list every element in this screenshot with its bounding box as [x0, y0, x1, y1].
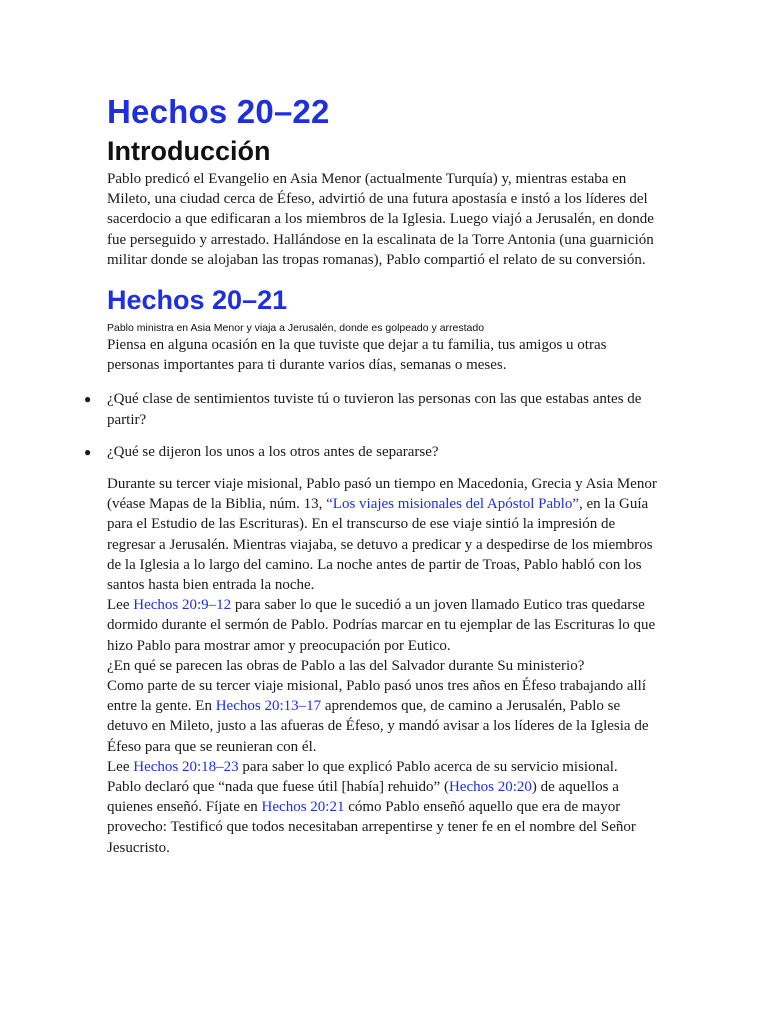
- section-heading: Hechos 20–21: [107, 285, 288, 316]
- intro-paragraph: Pablo predicó el Evangelio en Asia Menor (actualmente Turquía) y, mientras estaba en Mileto, una ciudad cerca de Éfeso, advirtió de una futura apostasía e instó a los líderes del sacerdocio a que edificaran a los miembros de la Iglesia. Luego viajó a Jerusalén, en donde fue perseguido y arrestado. Hallándose en la escalinata de la Torre Antonia (una guarnición militar donde se alojaban las tropas romanas), Pablo compartió el relato de su conversión.: [107, 171, 654, 268]
- question-list: [84, 389, 662, 462]
- scripture-link-20-21[interactable]: Hechos 20:21: [261, 799, 345, 816]
- bullet-icon: ●: [84, 444, 92, 459]
- body-text: Lee: [107, 758, 134, 775]
- list-item-text: ¿Qué clase de sentimientos tuviste tú o tuvieron las personas con las que estabas antes de partir?: [107, 391, 642, 428]
- body-text: Pablo declaró que “nada que fuese útil [había] rehuido” (: [107, 779, 449, 796]
- body-paragraph-1: [107, 474, 662, 595]
- body-text: para saber lo que le sucedió a un joven llamado Eutico tras quedarse dormido durante el sermón de Pablo. Podrías marcar en tu ejemplar de las Escrituras lo que hizo Pablo para mostrar amor y preocupación por Eutico.: [107, 597, 656, 654]
- body-text: cómo Pablo enseñó aquello que era de mayor provecho: Testificó que todos necesitaban arrepentirse y tener fe en el nombre del Señor Jesucristo.: [107, 799, 636, 856]
- list-item-text: ¿Qué se dijeron los unos a los otros antes de separarse?: [107, 443, 439, 460]
- intro-heading: Introducción: [107, 136, 271, 166]
- scripture-link-20-20[interactable]: Hechos 20:20: [448, 779, 532, 796]
- body-paragraph-2: [107, 595, 662, 656]
- body-paragraph-3: ¿En qué se parecen las obras de Pablo a las del Salvador durante Su ministerio?: [107, 657, 585, 674]
- section-intro-paragraph: Piensa en alguna ocasión en la que tuviste que dejar a tu familia, tus amigos u otras personas importantes para ti durante varios días, semanas o meses.: [107, 337, 607, 374]
- bullet-icon: ●: [84, 392, 92, 407]
- body-text: Lee: [107, 597, 134, 614]
- document-content: [84, 92, 662, 858]
- body-paragraph-6: [107, 777, 662, 858]
- body-text: Durante su tercer viaje misional, Pablo pasó un tiempo en Macedonia, Grecia y Asia Menor (véase Mapas de la Biblia, núm. 13,: [107, 476, 657, 513]
- body-text: Como parte de su tercer viaje misional, Pablo pasó unos tres años en Éfeso trabajando allí entre la gente. En: [107, 678, 647, 715]
- maps-link[interactable]: “Los viajes misionales del Apóstol Pablo”: [326, 496, 580, 513]
- list-item: [84, 442, 662, 462]
- page-title: Hechos 20–22: [107, 93, 330, 130]
- section-subtitle: Pablo ministra en Asia Menor y viaja a Jerusalén, donde es golpeado y arrestado: [107, 322, 485, 335]
- body-text: aprendemos que, de camino a Jerusalén, Pablo se detuvo en Mileto, justo a las afueras de Éfeso, y mandó avisar a los líderes de la Iglesia de Éfeso para que se reunieran con él.: [107, 698, 649, 755]
- body-paragraph-4: [107, 676, 662, 757]
- body-text: , en la Guía para el Estudio de las Escrituras). En el transcurso de ese viaje sintió la impresión de regresar a Jerusalén. Mientras viajaba, se detuvo a predicar y a despedirse de los miembros de la Iglesia a lo largo del camino. La noche antes de partir de Troas, Pablo habló con los santos hasta bien entrada la noche.: [107, 496, 653, 594]
- scripture-link-20-18-23[interactable]: Hechos 20:18–23: [133, 758, 239, 775]
- body-text: ) de aquellos a quienes enseñó. Fíjate en: [107, 779, 619, 816]
- body-paragraph-5: [107, 757, 662, 777]
- scripture-link-20-9-12[interactable]: Hechos 20:9–12: [133, 597, 232, 614]
- body-text: para saber lo que explicó Pablo acerca de su servicio misional.: [238, 758, 618, 775]
- list-item: [84, 389, 662, 429]
- scripture-link-20-13-17[interactable]: Hechos 20:13–17: [215, 698, 322, 715]
